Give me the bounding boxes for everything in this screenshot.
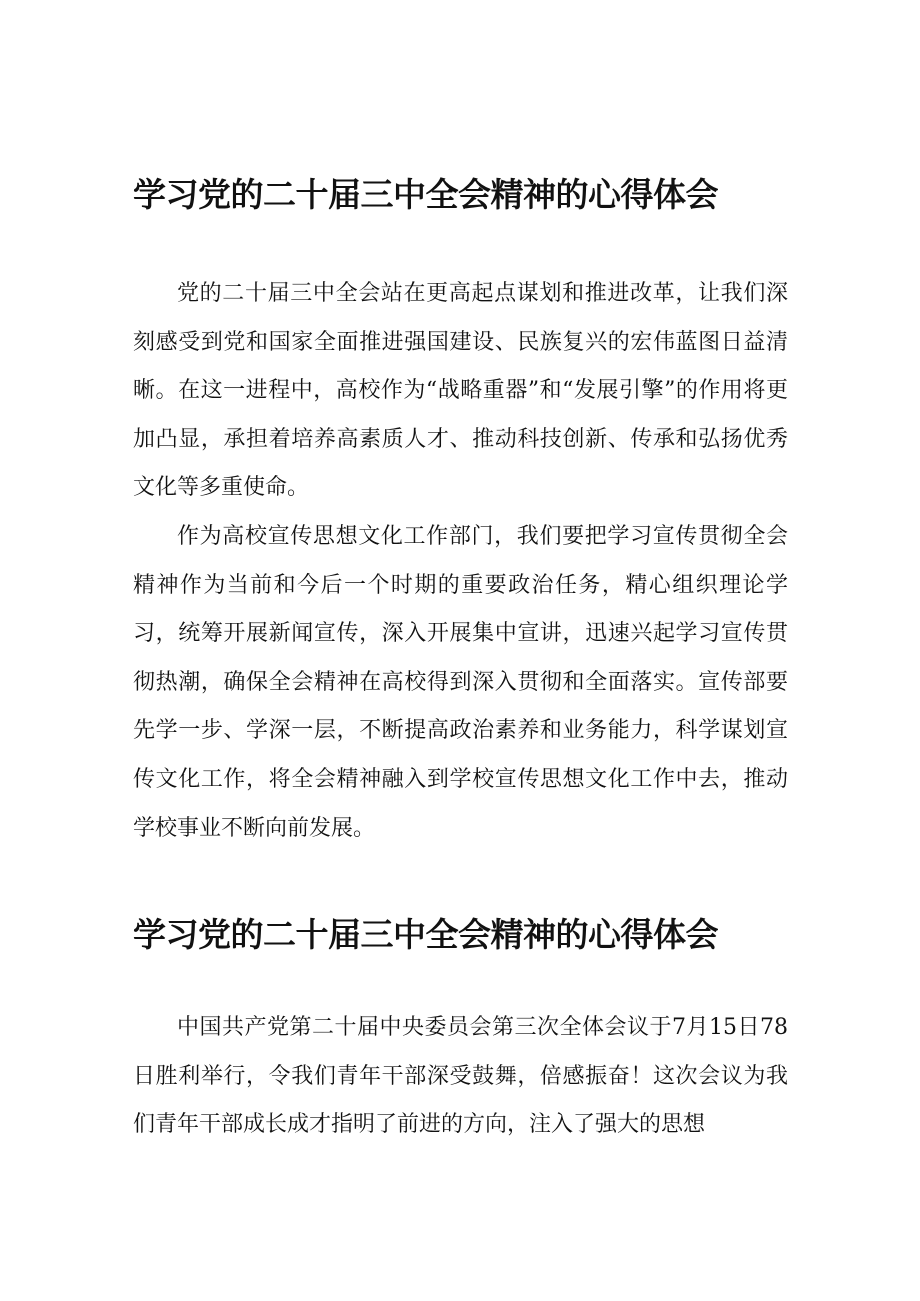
essay-section-1 (133, 166, 788, 853)
body-paragraph: 党的二十届三中全会站在更高起点谋划和推进改革，让我们深刻感受到党和国家全面推进强国建设、民族复兴的宏伟蓝图日益清晰。在这一进程中，高校作为“战略重器”和“发展引擎”的作用将更加凸显，承担着培养高素质人才、推动科技创新、传承和弘扬优秀文化等多重使命。 (133, 281, 788, 501)
essay-section-2 (133, 906, 788, 1150)
body-paragraph: 作为高校宣传思想文化工作部门，我们要把学习宣传贯彻全会精神作为当前和今后一个时期的重要政治任务，精心组织理论学习，统筹开展新闻宣传，深入开展集中宣讲，迅速兴起学习宣传贯彻热潮，确保全会精神在高校得到深入贯彻和全面落实。宣传部要先学一步、学深一层，不断提高政治素养和业务能力，科学谋划宣传文化工作，将全会精神融入到学校宣传思想文化工作中去，推动学校事业不断向前发展。 (133, 523, 788, 841)
body-paragraph: 中国共产党第二十届中央委员会第三次全体会议于7月15日78日胜利举行，令我们青年干部深受鼓舞，倍感振奋！这次会议为我们青年干部成长成才指明了前进的方向，注入了强大的思想 (133, 1015, 788, 1138)
section-title: 学习党的二十届三中全会精神的心得体会 (133, 915, 718, 954)
section-title: 学习党的二十届三中全会精神的心得体会 (133, 175, 718, 214)
